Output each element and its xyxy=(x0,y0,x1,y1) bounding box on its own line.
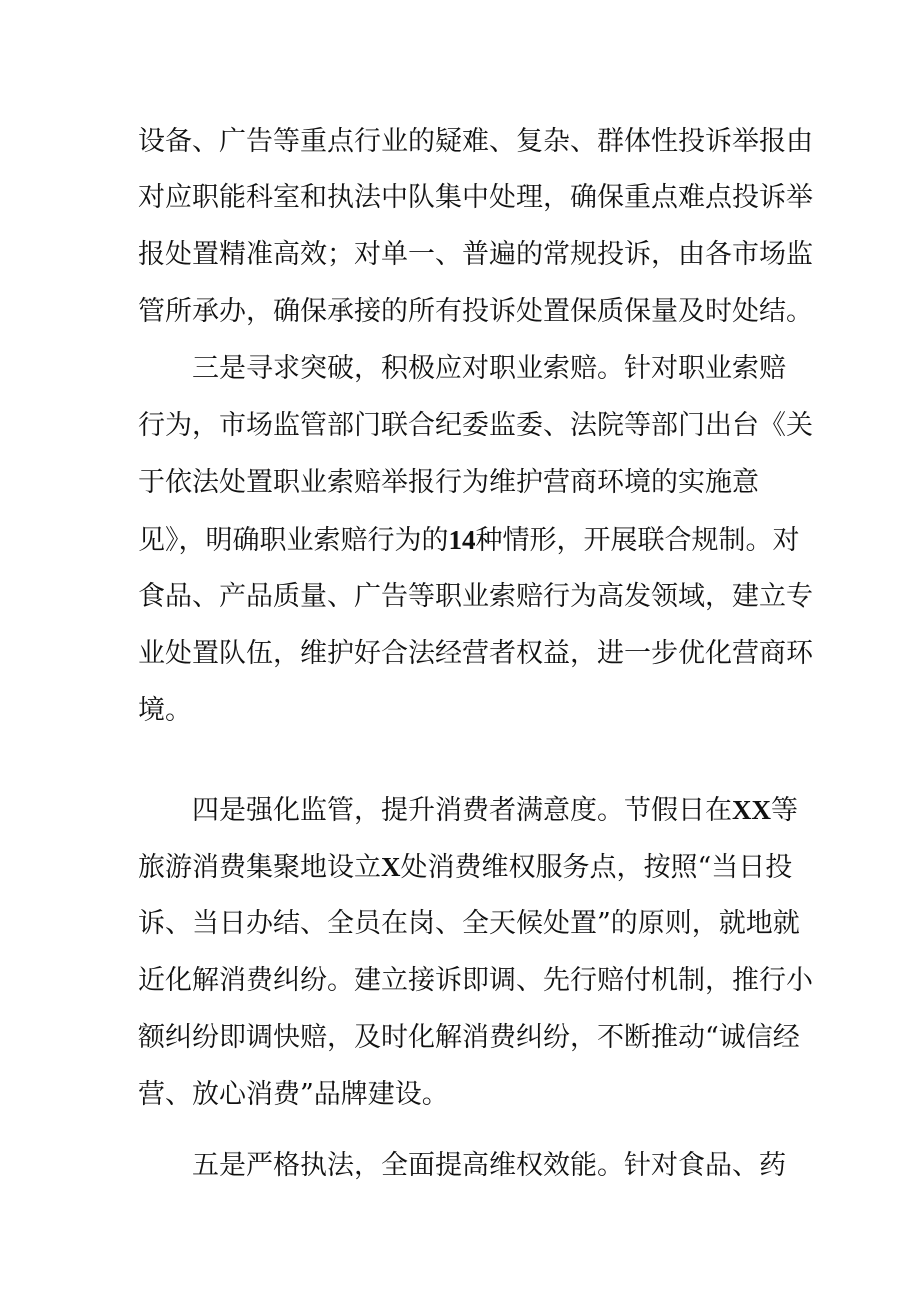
paragraph-2-line-2: 行为，市场监管部门联合纪委监委、法院等部门出台《关 xyxy=(138,410,813,441)
paragraph-2-line-5: 食品、产品质量、广告等职业索赔行为高发领域，建立专 xyxy=(138,581,813,612)
paragraph-1-line-2: 对应职能科室和执法中队集中处理，确保重点难点投诉举 xyxy=(138,182,813,213)
paragraph-3-line-5: 额纠纷即调快赔，及时化解消费纠纷，不断推动“诚信经 xyxy=(138,1022,800,1053)
text-run: 处消费维权服务点，按照“当日投 xyxy=(400,852,793,883)
paragraph-1-line-1: 设备、广告等重点行业的疑难、复杂、群体性投诉举报由 xyxy=(138,126,813,157)
text-run: 等 xyxy=(771,795,798,826)
bold-placeholder: XX xyxy=(732,795,771,825)
bold-number: 14 xyxy=(448,525,476,555)
bold-placeholder: X xyxy=(381,852,401,882)
text-run: 四是强化监管，提升消费者满意度。节假日在 xyxy=(192,795,732,826)
paragraph-2-line-7: 境。 xyxy=(138,695,192,726)
paragraph-4-line-1: 五是严格执法，全面提高维权效能。针对食品、药 xyxy=(192,1150,786,1181)
paragraph-2-line-3: 于依法处置职业索赔举报行为维护营商环境的实施意 xyxy=(138,467,759,498)
text-run: 种情形，开展联合规制。对 xyxy=(475,525,800,556)
paragraph-2-line-4 xyxy=(138,517,798,563)
paragraph-3-line-4: 近化解消费纠纷。建立接诉即调、先行赔付机制，推行小 xyxy=(138,965,813,996)
text-run: 见》，明确职业索赔行为的 xyxy=(138,525,449,556)
paragraph-3-line-3: 诉、当日办结、全员在岗、全天候处置”的原则，就地就 xyxy=(138,908,800,939)
paragraph-1-line-3: 报处置精准高效；对单一、普遍的常规投诉，由各市场监 xyxy=(138,239,813,270)
text-run: 旅游消费集聚地设立 xyxy=(138,852,381,883)
paragraph-1-line-4: 管所承办，确保承接的所有投诉处置保质保量及时处结。 xyxy=(138,296,813,327)
paragraph-2-line-6: 业处置队伍，维护好合法经营者权益，进一步优化营商环 xyxy=(138,638,813,669)
paragraph-3-line-6: 营、放心消费”品牌建设。 xyxy=(138,1079,449,1110)
paragraph-2-line-1: 三是寻求突破，积极应对职业索赔。针对职业索赔 xyxy=(192,353,786,384)
paragraph-3-line-2 xyxy=(138,844,798,890)
paragraph-3-line-1 xyxy=(192,787,852,833)
